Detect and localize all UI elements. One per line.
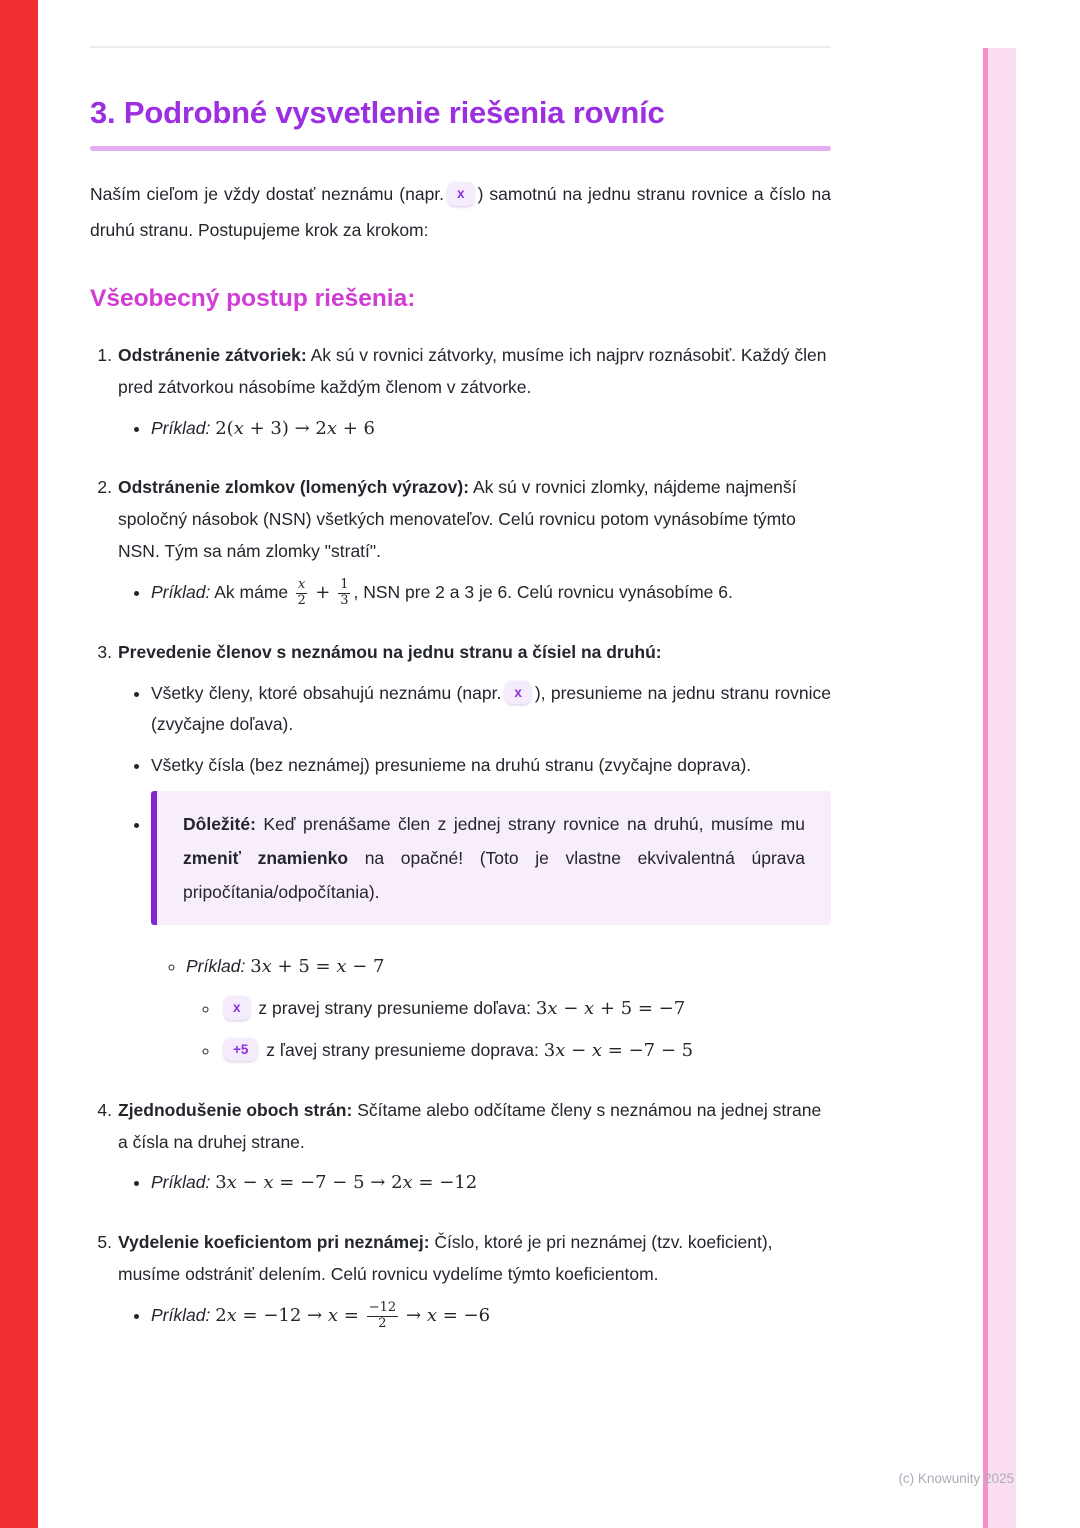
step-item-5 [90,1227,831,1332]
variable-chip-x: x [505,681,531,705]
step-title: Odstránenie zlomkov (lomených výrazov): [118,477,470,498]
example-list [118,1300,831,1333]
term-chip-plus5: +5 [224,1038,257,1062]
step-text [118,1227,831,1291]
step-title: Prevedenie členov s neznámou na jednu stranu a čísiel na druhú: [118,641,662,662]
example-item [151,413,831,446]
step-number: 5. [97,1232,112,1253]
example-sub-item [220,1035,831,1068]
step-title: Vydelenie koeficientom pri neznámej: [118,1232,430,1253]
footer-credit: (c) Knowunity 2025 [898,1471,1014,1486]
step-item-4 [90,1095,831,1200]
example-sub-item [220,993,831,1026]
math-expression: → x = −6 [406,1304,491,1326]
example-list [118,577,831,610]
bullet-text-2: ), presunieme na jednu stranu rovnice (zvyčajne doľava). [151,682,831,735]
example-item [186,951,831,1067]
step-item-1 [90,340,831,445]
variable-chip-x: x [448,182,474,206]
example-list [118,413,831,446]
callout-text [183,807,805,909]
callout-emphasis: zmeniť znamienko [183,848,349,869]
example-list [118,951,831,1067]
intro-paragraph [90,177,831,249]
example-item [151,577,831,610]
bullet-item [151,678,831,742]
step-body [118,1227,831,1332]
math-expression: 3x − x = −7 − 5 [543,1039,694,1061]
callout-box [151,791,831,925]
callout-title: Dôležité: [183,814,256,835]
steps-list [90,340,831,1333]
step-desc: Ak sú v rovnici zátvorky, musíme ich najprv roznásobiť. Každý člen pred zátvorkou násobíme každým členom v zátvorke. [118,344,827,397]
example-text-2: , NSN pre 2 a 3 je 6. Celú rovnicu vynásobíme 6. [353,581,733,602]
step-desc: Ak sú v rovnici zlomky, nájdeme najmenší spoločný násobok (NSN) všetkých menovateľov. Celú rovnicu potom vynásobíme týmto NSN. Tým sa nám zlomky "stratí". [118,477,797,562]
step-body [118,637,831,1068]
sub-item-text: z pravej strany presunieme doľava: [258,998,531,1019]
example-label: Príklad: [151,1304,211,1325]
document-content [90,0,831,1333]
fraction [296,578,307,609]
step-body [118,340,831,445]
fraction-denominator: 3 [340,592,349,608]
math-operator: + [315,581,331,603]
page-title: 3. Podrobné vysvetlenie riešenia rovníc [90,95,665,130]
step-number: 3. [97,641,112,662]
fraction-numerator: 1 [340,576,349,592]
step-text [118,1095,831,1159]
intro-text-2: ) samotnú na jednu stranu rovnice a číslo na druhú stranu. Postupujeme krok za krokom: [90,184,831,241]
callout-text-2: na opačné! (Toto je vlastne ekvivalentná úprava pripočítania/odpočítania). [183,848,805,903]
bullet-item: • Všetky čísla (bez neznámej) presunieme na druhú stranu (zvyčajne doprava). [151,750,831,782]
example-text-1: Ak máme [214,581,289,602]
step-body [118,472,831,609]
step-text [118,472,831,568]
example-label: Príklad: [151,417,211,438]
bullet-text-1: Všetky členy, ktoré obsahujú neznámu (napr. [151,682,502,703]
example-item [151,1300,831,1333]
step-desc: Číslo, ktoré je pri neznámej (tzv. koeficient), musíme odstrániť delením. Celú rovnicu vydelíme týmto koeficientom. [118,1232,773,1284]
example-sub-list [186,993,831,1068]
left-accent-bar [0,0,38,1528]
fraction-denominator: 2 [378,1315,387,1331]
math-expression: 3x − x = −7 − 5 → 2x = −12 [215,1172,478,1194]
intro-text-1: Naším cieľom je vždy dostať neznámu (napr. [90,184,445,205]
step-number: 1. [97,344,112,365]
math-expression: 2(x + 3) → 2x + 6 [215,417,375,439]
step-title: Odstránenie zátvoriek: [118,344,307,365]
variable-chip-x: x [224,996,250,1020]
math-expression: 2x = −12 → x = [215,1304,359,1326]
fraction-denominator: 2 [297,592,306,608]
example-label: Príklad: [186,956,246,977]
title-underline [90,146,831,151]
sub-item-text: z ľavej strany presunieme doprava: [266,1039,539,1060]
example-list [118,1167,831,1200]
fraction [338,578,350,609]
step-title: Zjednodušenie oboch strán: [118,1099,353,1120]
right-pink-stripe [983,48,1016,1528]
callout-text-1: Keď prenášame člen z jednej strany rovnice na druhú, musíme mu [263,814,805,835]
section-subheading: Všeobecný postup riešenia: [90,284,416,312]
math-expression: 3x − x + 5 = −7 [535,998,686,1020]
math-expression: 3x + 5 = x − 7 [250,956,385,978]
step-body [118,1095,831,1200]
step-number: 4. [97,1099,112,1120]
example-label: Príklad: [151,581,211,602]
example-item [151,1167,831,1200]
step-number: 2. [97,477,112,498]
step-item-2 [90,472,831,609]
fraction-numerator: x [298,576,306,592]
example-label: Príklad: [151,1172,211,1193]
fraction [367,1301,398,1332]
fraction-numerator: −12 [368,1299,397,1315]
step-text [118,637,831,669]
top-divider [90,46,831,48]
sub-bullet-list [118,678,831,926]
step-desc: Sčítame alebo odčítame členy s neznámou na jednej strane a čísla na druhej strane. [118,1099,822,1152]
step-text [118,340,831,404]
bullet-item-callout [151,791,831,925]
step-item-3 [90,637,831,1068]
